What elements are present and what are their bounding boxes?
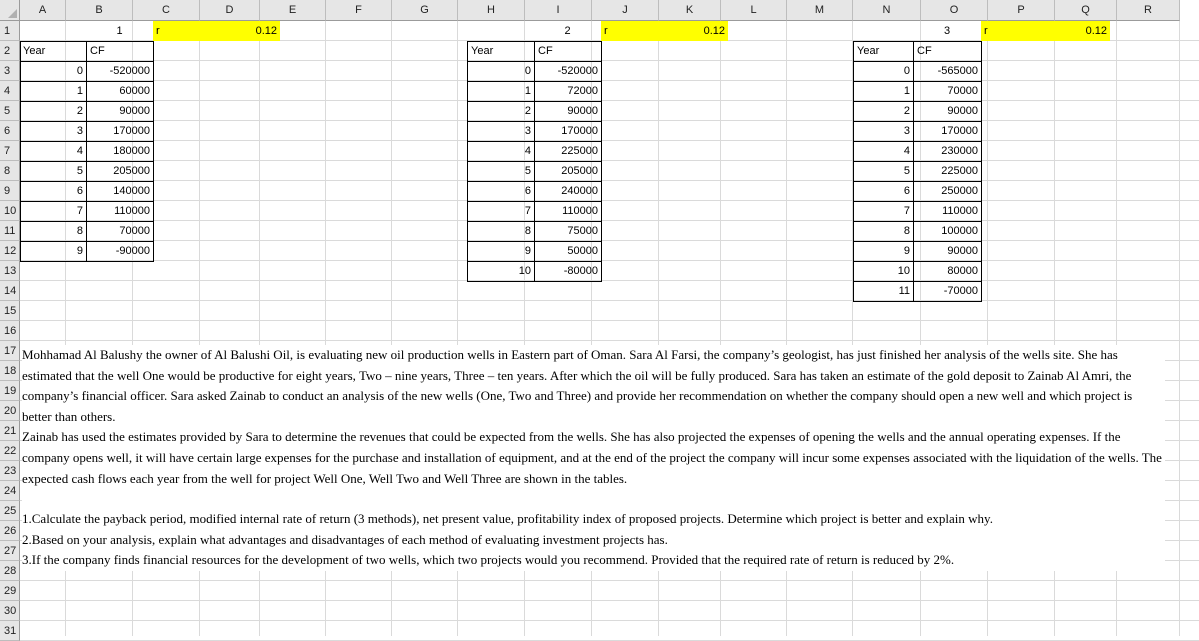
column-header-f[interactable]: F	[326, 0, 392, 21]
project3-year-cell[interactable]: 4	[854, 142, 914, 162]
project1-cf-cell[interactable]: -90000	[87, 242, 154, 262]
case-description-textbox[interactable]	[22, 345, 1165, 571]
project2-year-header[interactable]: Year	[468, 42, 535, 62]
gridline-horizontal	[20, 60, 1199, 61]
gridline-horizontal	[20, 300, 1199, 301]
gridline-horizontal	[20, 160, 1199, 161]
project1-cf-cell[interactable]: 170000	[87, 122, 154, 142]
project3-year-cell[interactable]: 7	[854, 202, 914, 222]
project3-cf-cell[interactable]: -70000	[914, 282, 982, 302]
project3-year-cell[interactable]: 6	[854, 182, 914, 202]
column-header-h[interactable]: H	[458, 0, 525, 21]
project3-year-cell[interactable]: 0	[854, 62, 914, 82]
column-header-c[interactable]: C	[133, 0, 200, 21]
column-header-q[interactable]: Q	[1055, 0, 1117, 21]
column-header-k[interactable]: K	[659, 0, 721, 21]
project3-cf-cell[interactable]: 110000	[914, 202, 982, 222]
row-header-11[interactable]: 11	[0, 221, 20, 241]
project1-year-header[interactable]: Year	[23, 45, 46, 57]
gridline-horizontal	[20, 220, 1199, 221]
project3-cf-cell[interactable]: 225000	[914, 162, 982, 182]
gridline-horizontal	[20, 100, 1199, 101]
project3-cf-cell[interactable]: 170000	[914, 122, 982, 142]
project3-year-cell[interactable]: 1	[854, 82, 914, 102]
row-header-1[interactable]: 1	[0, 21, 20, 41]
project2-cf-header[interactable]: CF	[535, 42, 602, 62]
project3-title[interactable]: 3	[943, 25, 951, 37]
row-header-4[interactable]: 4	[0, 81, 20, 101]
project2-cf-cell[interactable]: 90000	[535, 102, 602, 122]
project2-cf-cell[interactable]: 240000	[535, 182, 602, 202]
gridline-horizontal	[20, 80, 1199, 81]
gridline-horizontal	[20, 260, 1199, 261]
project1-cf-cell[interactable]: 90000	[87, 102, 154, 122]
project3-year-cell[interactable]: 8	[854, 222, 914, 242]
gridline-horizontal	[20, 280, 1199, 281]
project1-year-cell[interactable]: 1	[21, 82, 87, 102]
row-header-21[interactable]: 21	[0, 421, 20, 441]
project1-year-cell[interactable]: 0	[21, 62, 87, 82]
project1-table-body	[20, 41, 154, 262]
project2-cf-cell[interactable]: 75000	[535, 222, 602, 242]
row-header-30[interactable]: 30	[0, 601, 20, 621]
project1-cf-cell[interactable]: 205000	[87, 162, 154, 182]
row-header-7[interactable]: 7	[0, 141, 20, 161]
gridline-horizontal	[20, 120, 1199, 121]
row-header-10[interactable]: 10	[0, 201, 20, 221]
column-header-d[interactable]: D	[200, 0, 260, 21]
project2-year-cell[interactable]: 4	[468, 142, 535, 162]
project1-year-cell[interactable]: 2	[21, 102, 87, 122]
column-header-m[interactable]: M	[787, 0, 853, 21]
project3-cf-cell[interactable]: 90000	[914, 102, 982, 122]
row-header-22[interactable]: 22	[0, 441, 20, 461]
project2-cf-cell[interactable]: 50000	[535, 242, 602, 262]
project3-table-body	[853, 41, 982, 302]
project1-year-cell[interactable]: 4	[21, 142, 87, 162]
column-header-n[interactable]: N	[853, 0, 921, 21]
project3-cf-cell[interactable]: 100000	[914, 222, 982, 242]
column-header-r[interactable]: R	[1117, 0, 1180, 21]
gridline-horizontal	[20, 140, 1199, 141]
column-header-i[interactable]: I	[525, 0, 592, 21]
row-header-9[interactable]: 9	[0, 181, 20, 201]
project3-cf-cell[interactable]: 250000	[914, 182, 982, 202]
row-header-6[interactable]: 6	[0, 121, 20, 141]
column-header-o[interactable]: O	[921, 0, 988, 21]
gridline-horizontal	[20, 200, 1199, 201]
row-header-24[interactable]: 24	[0, 481, 20, 501]
case-paragraph-1: Mohhamad Al Balushy the owner of Al Balushi Oil, is evaluating new oil production wells in Eastern part of Oman. Sara Al Farsi, the company’s geologist, has just finished her analysis of the wells site. She has estimated that the well One would be productive for eight years, Two – nine years, Three – ten years. After which the oil will be fully produced. Sara has taken an estimate of the gold deposit to Zainab Al Amri, the company’s financial officer. Sara asked Zainab to conduct an analysis of the new wells (One, Two and Three) and provide her recommendation on whether the company should open a new well and which project is better than others.	[22, 347, 1133, 424]
project1-title[interactable]: 1	[116, 25, 123, 37]
column-header-b[interactable]: B	[66, 0, 133, 21]
question-3: 3.If the company finds financial resources for the development of two wells, which two projects would you recommend. Provided that the required rate of return is reduced by 2%.	[22, 552, 955, 568]
project2-cf-cell[interactable]: 225000	[535, 142, 602, 162]
row-header-19[interactable]: 19	[0, 381, 20, 401]
project1-cf-cell[interactable]: 60000	[87, 82, 154, 102]
project2-year-cell[interactable]: 1	[468, 82, 535, 102]
gridline-horizontal	[20, 620, 1199, 621]
row-header-28[interactable]: 28	[0, 561, 20, 581]
project2-year-cell[interactable]: 5	[468, 162, 535, 182]
row-header-13[interactable]: 13	[0, 261, 20, 281]
project1-year-cell[interactable]: 9	[21, 242, 87, 262]
row-header-26[interactable]: 26	[0, 521, 20, 541]
gridline-horizontal	[20, 180, 1199, 181]
row-header-16[interactable]: 16	[0, 321, 20, 341]
project2-cf-cell[interactable]: 72000	[535, 82, 602, 102]
column-header-p[interactable]: P	[988, 0, 1055, 21]
select-all-corner[interactable]	[0, 0, 20, 21]
column-header-j[interactable]: J	[592, 0, 659, 21]
project3-rate-value[interactable]: 0.12	[1048, 21, 1110, 41]
project2-year-cell[interactable]: 7	[468, 202, 535, 222]
row-header-23[interactable]: 23	[0, 461, 20, 481]
project2-year-cell[interactable]: 2	[468, 102, 535, 122]
project1-rate-value[interactable]: 0.12	[220, 21, 280, 41]
project1-year-header-cell[interactable]	[21, 42, 87, 62]
project1-cf-cell[interactable]: 110000	[87, 202, 154, 222]
project3-year-cell[interactable]: 11	[854, 282, 914, 302]
row-header-12[interactable]: 12	[0, 241, 20, 261]
case-paragraph-2: Zainab has used the estimates provided by Sara to determine the revenues that could be expected from the wells. She has also projected the expenses of opening the wells and the annual operating expenses. If the company opens well, it will have certain large expenses for the purchase and installation of equipment, and at the end of the project the company will incur some expenses associated with the liquidation of the wells. The expected cash flows each year from the well for project Well One, Well Two and Well Three are shown in the tables.	[22, 429, 1162, 486]
row-header-18[interactable]: 18	[0, 361, 20, 381]
project3-cf-cell[interactable]: 80000	[914, 262, 982, 282]
question-1: 1.Calculate the payback period, modified internal rate of return (3 methods), net present value, profitability index of proposed projects. Determine which project is better and explain why.	[22, 511, 993, 527]
project2-cf-cell[interactable]: 205000	[535, 162, 602, 182]
project1-year-cell[interactable]: 7	[21, 202, 87, 222]
project2-year-cell[interactable]: 10	[468, 262, 535, 282]
project3-year-header[interactable]: Year	[854, 42, 914, 62]
project1-cf-cell[interactable]: 180000	[87, 142, 154, 162]
row-header-17[interactable]: 17	[0, 341, 20, 361]
row-header-15[interactable]: 15	[0, 301, 20, 321]
project3-year-cell[interactable]: 5	[854, 162, 914, 182]
question-2: 2.Based on your analysis, explain what advantages and disadvantages of each method of evaluating investment projects has.	[22, 531, 668, 547]
row-header-27[interactable]: 27	[0, 541, 20, 561]
project2-year-cell[interactable]: 0	[468, 62, 535, 82]
project2-table-body	[467, 41, 602, 282]
project3-year-cell[interactable]: 3	[854, 122, 914, 142]
column-header-g[interactable]: G	[392, 0, 458, 21]
project1-year-cell[interactable]: 8	[21, 222, 87, 242]
gridline-horizontal	[20, 320, 1199, 321]
row-header-29[interactable]: 29	[0, 581, 20, 601]
project2-year-cell[interactable]: 6	[468, 182, 535, 202]
project3-year-cell[interactable]: 10	[854, 262, 914, 282]
column-header-l[interactable]: L	[721, 0, 787, 21]
row-header-8[interactable]: 8	[0, 161, 20, 181]
project3-year-cell[interactable]: 9	[854, 242, 914, 262]
project1-cf-cell[interactable]: 140000	[87, 182, 154, 202]
project3-cf-header[interactable]: CF	[914, 42, 982, 62]
project3-cf-cell[interactable]: 70000	[914, 82, 982, 102]
project1-rate-label[interactable]: r	[153, 21, 220, 41]
gridline-horizontal	[20, 340, 1199, 341]
project2-cf-cell[interactable]: 110000	[535, 202, 602, 222]
project2-cf-cell[interactable]: -520000	[535, 62, 602, 82]
project3-cf-cell[interactable]: 90000	[914, 242, 982, 262]
project3-cf-cell[interactable]: 230000	[914, 142, 982, 162]
project3-rate-label[interactable]: r	[981, 21, 1048, 41]
project1-cf-cell[interactable]: -520000	[87, 62, 154, 82]
gridline-horizontal	[20, 240, 1199, 241]
blank-line	[22, 489, 1165, 509]
project2-year-cell[interactable]: 3	[468, 122, 535, 142]
row-header-14[interactable]: 14	[0, 281, 20, 301]
project1-year-cell[interactable]: 3	[21, 122, 87, 142]
project2-year-cell[interactable]: 9	[468, 242, 535, 262]
project3-year-cell[interactable]: 2	[854, 102, 914, 122]
gridline-horizontal	[20, 580, 1199, 581]
project2-cf-cell[interactable]: -80000	[535, 262, 602, 282]
row-header-25[interactable]: 25	[0, 501, 20, 521]
column-header-a[interactable]: A	[20, 0, 66, 21]
row-header-5[interactable]: 5	[0, 101, 20, 121]
row-header-20[interactable]: 20	[0, 401, 20, 421]
project1-year-cell[interactable]: 6	[21, 182, 87, 202]
project2-rate-label[interactable]: r	[601, 21, 668, 41]
row-header-31[interactable]: 31	[0, 621, 20, 641]
row-header-3[interactable]: 3	[0, 61, 20, 81]
project1-cf-cell[interactable]: 70000	[87, 222, 154, 242]
project2-rate-value[interactable]: 0.12	[668, 21, 728, 41]
project3-cf-cell[interactable]: -565000	[914, 62, 982, 82]
project2-year-cell[interactable]: 8	[468, 222, 535, 242]
project1-cf-header[interactable]: CF	[87, 42, 154, 62]
gridline-vertical	[1179, 21, 1180, 636]
project2-cf-cell[interactable]: 170000	[535, 122, 602, 142]
column-header-e[interactable]: E	[260, 0, 326, 21]
row-header-2[interactable]: 2	[0, 41, 20, 61]
gridline-horizontal	[20, 600, 1199, 601]
project1-year-cell[interactable]: 5	[21, 162, 87, 182]
project2-title[interactable]: 2	[564, 25, 571, 37]
